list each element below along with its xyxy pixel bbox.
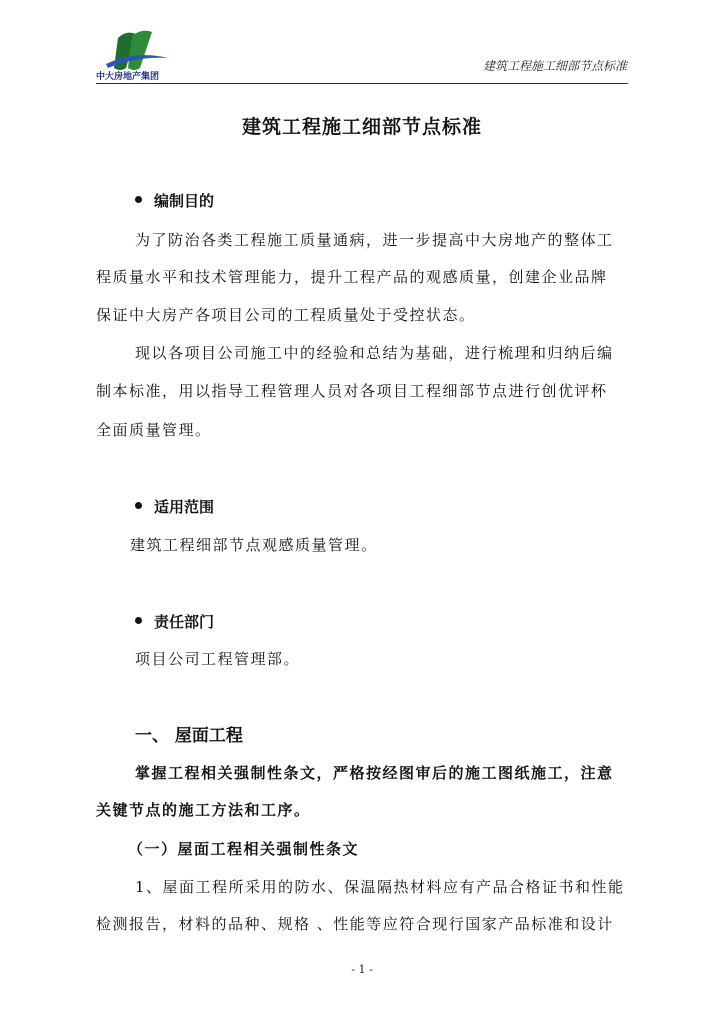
page-number: - 1 - bbox=[351, 963, 373, 976]
chapter-heading: 一、 屋面工程 bbox=[135, 726, 243, 746]
paragraph-line: 全面质量管理。 bbox=[96, 421, 212, 439]
header-rule bbox=[96, 83, 628, 84]
sub-heading: （一）屋面工程相关强制性条文 bbox=[128, 840, 360, 858]
paragraph-line: 建筑工程细部节点观感质量管理。 bbox=[130, 536, 378, 554]
bullet-icon bbox=[135, 196, 142, 203]
paragraph-line: 现以各项目公司施工中的经验和总结为基础，进行梳理和归纳后编 bbox=[135, 344, 614, 362]
paragraph-line: 程质量水平和技术管理能力，提升工程产品的观感质量，创建企业品牌 bbox=[96, 268, 608, 286]
paragraph-line: 1、屋面工程所采用的防水、保温隔热材料应有产品合格证书和性能 bbox=[135, 878, 625, 896]
bullet-icon bbox=[135, 617, 142, 624]
logo-caption: 中大房地产集团 bbox=[96, 72, 160, 82]
section-heading-dept: 责任部门 bbox=[135, 611, 214, 632]
section-heading-purpose: 编制目的 bbox=[135, 190, 214, 211]
document-title: 建筑工程施工细部节点标准 bbox=[241, 116, 482, 138]
bold-paragraph-line: 掌握工程相关强制性条文，严格按经图审后的施工图纸施工，注意 bbox=[135, 764, 614, 782]
bold-paragraph-line: 关键节点的施工方法和工序。 bbox=[96, 801, 311, 819]
paragraph-line: 检测报告，材料的品种、规格 、性能等应符合现行国家产品标准和设计 bbox=[96, 915, 614, 933]
section-heading-scope: 适用范围 bbox=[135, 496, 214, 517]
running-header: 建筑工程施工细部节点标准 bbox=[482, 59, 627, 73]
paragraph-line: 项目公司工程管理部。 bbox=[135, 650, 301, 668]
paragraph-line: 为了防治各类工程施工质量通病，进一步提高中大房地产的整体工 bbox=[135, 231, 614, 249]
paragraph-line: 制本标准，用以指导工程管理人员对各项目工程细部节点进行创优评杯 bbox=[96, 382, 608, 400]
paragraph-line: 保证中大房产各项目公司的工程质量处于受控状态。 bbox=[96, 306, 476, 324]
bullet-icon bbox=[135, 502, 142, 509]
